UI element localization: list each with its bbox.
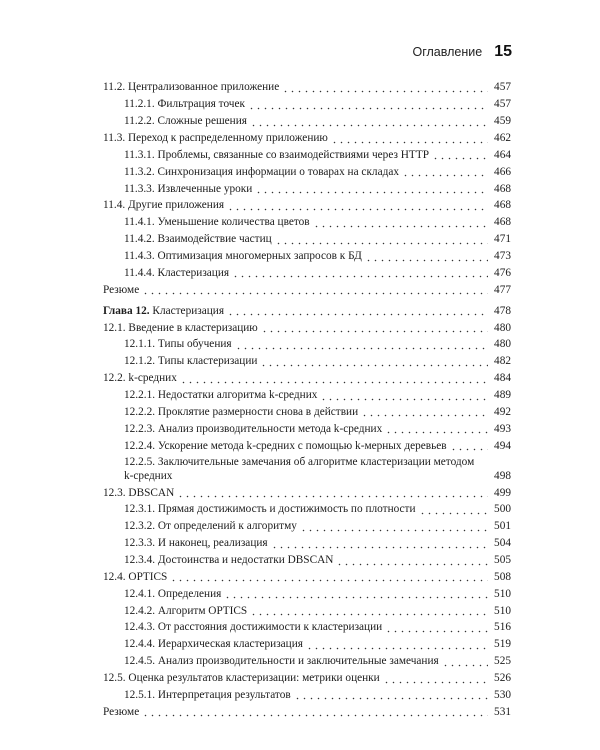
- toc-entry: [103, 283, 511, 297]
- toc-page-number: 516: [488, 621, 511, 635]
- toc-entry-title: Резюме: [103, 706, 142, 720]
- running-header: [413, 43, 513, 63]
- toc-entry: [103, 638, 511, 652]
- toc-page-number: 473: [488, 250, 511, 264]
- dot-leader: [432, 148, 488, 160]
- dot-leader: [170, 570, 488, 582]
- toc-entry: [103, 705, 511, 719]
- dot-leader: [294, 688, 488, 700]
- toc-entry: [103, 338, 511, 352]
- dot-leader: [227, 199, 488, 211]
- toc-entry-title: 12.2.4. Ускорение метода k-средних с помощью k-мерных деревьев: [124, 440, 450, 454]
- toc-entry: [103, 554, 511, 568]
- dot-leader: [300, 520, 488, 532]
- toc-page-number: 494: [488, 440, 511, 454]
- toc-page-number: 480: [488, 322, 511, 336]
- toc-entry: [103, 115, 511, 129]
- toc-entry-title: Резюме: [103, 284, 142, 298]
- toc-page-number: 468: [488, 199, 511, 213]
- toc-entry-title: 12.4.2. Алгоритм OPTICS: [124, 605, 250, 619]
- toc-page-number: 531: [488, 706, 511, 720]
- toc-entry: [103, 233, 511, 247]
- toc-entry-title: 12.4.4. Иерархическая кластеризация: [124, 638, 306, 652]
- toc-page-number: 500: [488, 503, 511, 517]
- toc-entry-title: 11.2.1. Фильтрация точек: [124, 98, 248, 112]
- toc-entry: [103, 456, 511, 483]
- toc-entry-title: [103, 305, 227, 319]
- toc-entry: [103, 570, 511, 584]
- dot-leader: [385, 422, 488, 434]
- chapter-prefix: Глава 12.: [103, 304, 150, 317]
- dot-leader: [142, 705, 488, 717]
- toc-entry: [103, 132, 511, 146]
- toc-page-number: 501: [488, 520, 511, 534]
- toc-entry: [103, 321, 511, 335]
- toc-page-number: 526: [488, 672, 511, 686]
- toc-entry-title: 11.3.1. Проблемы, связанные со взаимодействиями через HTTP: [124, 149, 432, 163]
- toc-entry: [103, 422, 511, 436]
- toc-entry: [103, 587, 511, 601]
- toc-entry: [103, 199, 511, 213]
- toc-page-number: 482: [488, 355, 511, 369]
- toc-page-number: 519: [488, 638, 511, 652]
- toc-entry-title: 11.2.2. Сложные решения: [124, 115, 250, 129]
- dot-leader: [306, 638, 488, 650]
- toc-entry: [103, 621, 511, 635]
- dot-leader: [250, 604, 488, 616]
- toc-entry-title: 12.3.2. От определений к алгоритму: [124, 520, 300, 534]
- toc-entry: [103, 148, 511, 162]
- toc-entry: [103, 389, 511, 403]
- toc-page-number: 457: [488, 81, 511, 95]
- toc-page-number: 498: [488, 470, 511, 484]
- toc-entry-title: 11.3. Переход к распределенному приложению: [103, 132, 331, 146]
- toc-chapter-entry: [103, 304, 511, 318]
- toc-entry: [103, 486, 511, 500]
- toc-page-number: 466: [488, 166, 511, 180]
- dot-leader: [383, 672, 488, 684]
- dot-leader: [336, 554, 488, 566]
- dot-leader: [142, 283, 488, 295]
- toc-page-number: 505: [488, 554, 511, 568]
- toc-entry-title: 12.1.1. Типы обучения: [124, 338, 235, 352]
- dot-leader: [442, 655, 488, 667]
- toc-entry-title: 12.5. Оценка результатов кластеризации: метрики оценки: [103, 672, 383, 686]
- toc-entry: [103, 655, 511, 669]
- dot-leader: [331, 132, 488, 144]
- toc-entry-title: 11.4.1. Уменьшение количества цветов: [124, 216, 313, 230]
- toc-entry-title: 12.1.2. Типы кластеризации: [124, 355, 260, 369]
- toc-entry: [103, 537, 511, 551]
- toc-page-number: 462: [488, 132, 511, 146]
- dot-leader: [275, 233, 488, 245]
- toc-page-number: 499: [488, 487, 511, 501]
- header-page-number: 15: [494, 43, 512, 60]
- dot-leader: [271, 537, 488, 549]
- toc-entry-title: 12.3.1. Прямая достижимость и достижимость по плотности: [124, 503, 419, 517]
- toc-page-number: 478: [488, 305, 511, 319]
- toc-page-number: 530: [488, 689, 511, 703]
- dot-leader: [450, 439, 488, 451]
- toc-entry-title: 12.2.2. Проклятие размерности снова в действии: [124, 406, 361, 420]
- dot-leader: [235, 338, 488, 350]
- dot-leader: [385, 621, 488, 633]
- dot-leader: [232, 266, 488, 278]
- toc-entry: [103, 672, 511, 686]
- toc-entry: [103, 250, 511, 264]
- dot-leader: [419, 503, 488, 515]
- toc-page-number: 489: [488, 389, 511, 403]
- toc-entry: [103, 405, 511, 419]
- dot-leader: [224, 587, 488, 599]
- toc-entry-title: 11.3.2. Синхронизация информации о товарах на складах: [124, 166, 402, 180]
- dot-leader: [261, 321, 488, 333]
- toc-entry: [103, 81, 511, 95]
- toc-entry-title: 12.4. OPTICS: [103, 571, 170, 585]
- toc-entry-title: 12.2. k-средних: [103, 372, 180, 386]
- toc-entry-title: 12.2.1. Недостатки алгоритма k-средних: [124, 389, 320, 403]
- toc-entry: [103, 165, 511, 179]
- dot-leader: [313, 216, 488, 228]
- dot-leader: [402, 165, 488, 177]
- dot-leader: [248, 98, 488, 110]
- toc-entry-title: 11.4.4. Кластеризация: [124, 267, 232, 281]
- toc-page-number: 510: [488, 605, 511, 619]
- toc-entry-title: 12.5.1. Интерпретация результатов: [124, 689, 294, 703]
- toc-entry: [103, 266, 511, 280]
- toc-entry-title: 11.2. Централизованное приложение: [103, 81, 282, 95]
- dot-leader: [250, 115, 488, 127]
- dot-leader: [255, 182, 488, 194]
- toc-page-number: 525: [488, 655, 511, 669]
- toc-entry: [103, 98, 511, 112]
- toc-page-number: 508: [488, 571, 511, 585]
- chapter-title: Кластеризация: [149, 304, 225, 317]
- toc-entry-title: 12.2.3. Анализ производительности метода k-средних: [124, 423, 385, 437]
- dot-leader: [260, 355, 488, 367]
- toc-entry: [103, 355, 511, 369]
- toc-page-number: 484: [488, 372, 511, 386]
- toc-entry-title: 11.4.3. Оптимизация многомерных запросов к БД: [124, 250, 365, 264]
- dot-leader: [320, 389, 488, 401]
- toc-entry: [103, 372, 511, 386]
- toc-page-number: 476: [488, 267, 511, 281]
- toc-page-number: 504: [488, 537, 511, 551]
- dot-leader: [365, 250, 488, 262]
- toc-page-number: 493: [488, 423, 511, 437]
- toc-entry-title: 12.4.3. От расстояния достижимости к кластеризации: [124, 621, 385, 635]
- toc-entry: [103, 503, 511, 517]
- toc-entry-title: 11.4. Другие приложения: [103, 199, 227, 213]
- toc-entry-title: 12.2.5. Заключительные замечания об алгоритме кластеризации методом k-средних: [124, 456, 487, 483]
- toc-entry-title: 12.1. Введение в кластеризацию: [103, 322, 261, 336]
- toc-entry-title: 12.3.4. Достоинства и недостатки DBSCAN: [124, 554, 336, 568]
- dot-leader: [180, 372, 488, 384]
- toc-entry: [103, 439, 511, 453]
- toc-entry: [103, 182, 511, 196]
- dot-leader: [282, 81, 488, 93]
- toc-entry: [103, 688, 511, 702]
- toc-page-number: 477: [488, 284, 511, 298]
- toc-page-number: 457: [488, 98, 511, 112]
- toc-entry-title: 12.4.1. Определения: [124, 588, 224, 602]
- dot-leader: [361, 405, 488, 417]
- toc-page-number: 468: [488, 216, 511, 230]
- toc-page-number: 459: [488, 115, 511, 129]
- toc-page-number: 510: [488, 588, 511, 602]
- toc-entry-title: 11.4.2. Взаимодействие частиц: [124, 233, 275, 247]
- toc-page-number: 492: [488, 406, 511, 420]
- toc-entry: [103, 520, 511, 534]
- toc-page-number: 471: [488, 233, 511, 247]
- dot-leader: [227, 304, 488, 316]
- toc-entry-title: 12.4.5. Анализ производительности и заключительные замечания: [124, 655, 442, 669]
- table-of-contents: [103, 81, 511, 722]
- toc-entry-title: 11.3.3. Извлеченные уроки: [124, 183, 255, 197]
- toc-page-number: 468: [488, 183, 511, 197]
- toc-entry: [103, 216, 511, 230]
- header-title: Оглавление: [412, 45, 483, 59]
- dot-leader: [177, 486, 488, 498]
- toc-entry: [103, 604, 511, 618]
- toc-page-number: 480: [488, 338, 511, 352]
- toc-page-number: 464: [488, 149, 511, 163]
- toc-entry-title: 12.3. DBSCAN: [103, 487, 177, 501]
- toc-entry-title: 12.3.3. И наконец, реализация: [124, 537, 271, 551]
